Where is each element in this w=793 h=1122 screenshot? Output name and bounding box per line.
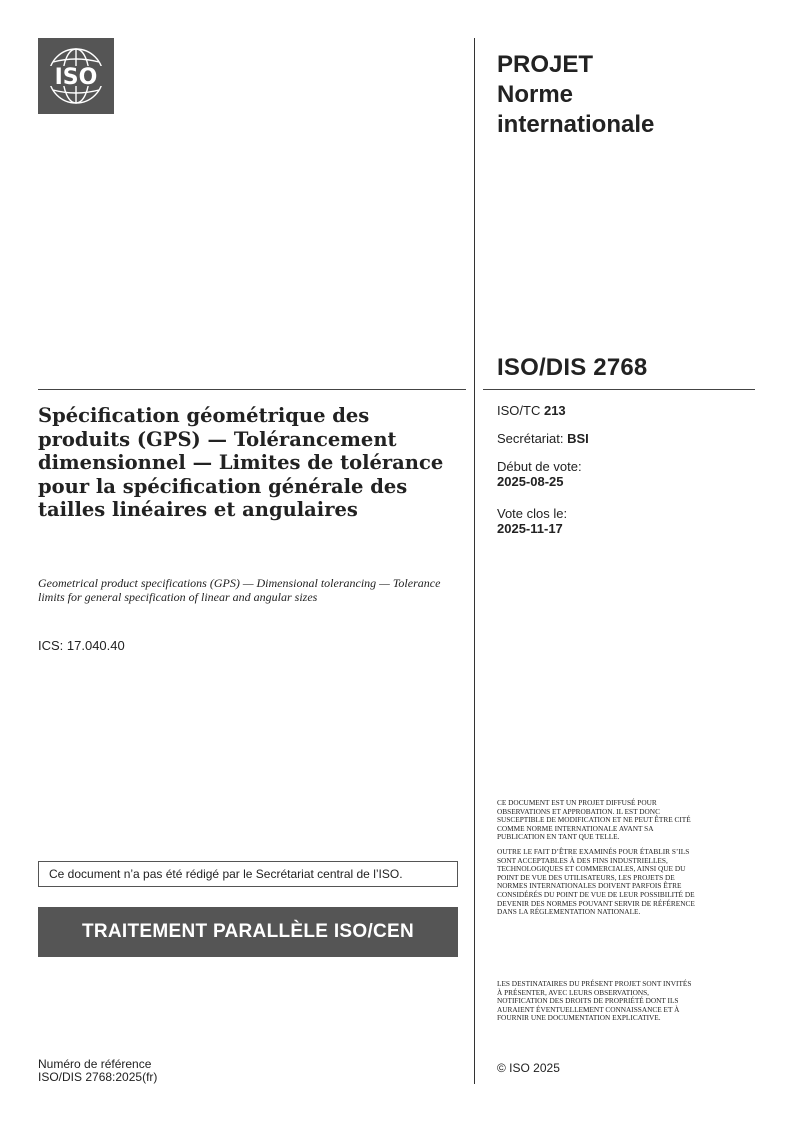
copyright-notice: © ISO 2025 xyxy=(497,1061,560,1075)
iso-logo xyxy=(38,38,114,114)
globe-icon xyxy=(38,38,114,114)
secretariat xyxy=(497,431,589,446)
status-line-1: PROJET xyxy=(497,51,594,78)
secretariat-value: BSI xyxy=(567,431,589,446)
secretariat-label: Secrétariat: xyxy=(497,431,564,446)
vertical-divider xyxy=(474,38,475,1084)
legal-paragraph-3: LES DESTINATAIRES DU PRÉSENT PROJET SONT INVITÉS À PRÉSENTER, AVEC LEURS OBSERVATIONS, NOTIFICATION DES DROITS DE PROPRIÉTÉ DONT ILS AURAIENT ÉVENTUELLEMENT CONNAISSANCE ET À FOURNIR UNE DOCUMENTATION EXPLICATIVE. xyxy=(497,979,692,1023)
vote-start-value: 2025-08-25 xyxy=(497,474,564,489)
status-line-3: internationale xyxy=(497,111,655,138)
reference-number xyxy=(38,1058,157,1084)
status-line-2: Norme xyxy=(497,81,574,108)
vote-end-value: 2025-11-17 xyxy=(497,521,563,536)
title-english: Geometrical product specifications (GPS) — Dimensional tolerancing — Tolerance limits for general specification of linear and angular sizes xyxy=(38,576,441,604)
secretariat-note: Ce document n’a pas été rédigé par le Secrétariat central de l’ISO. xyxy=(38,861,458,887)
legal-paragraph-2: OUTRE LE FAIT D’ÊTRE EXAMINÉS POUR ÉTABLIR S’ILS SONT ACCEPTABLES À DES FINS INDUSTRIELLES, TECHNOLOGIQUES ET COMMERCIALES, AINSI QUE DU POINT DE VUE DES UTILISATEURS, LES PROJETS DE NORMES INTERNATIONALES DOIVENT PARFOIS ÊTRE CONSIDÉRÉS DU POINT DE VUE DE LEUR POSSIBILITÉ DE DEVENIR DES NORMES POUVANT SERVIR DE RÉFÉRENCE DANS LA RÉGLEMENTATION NATIONALE. xyxy=(497,847,695,917)
vote-start-label: Début de vote: xyxy=(497,459,582,474)
reference-label: Numéro de référence xyxy=(38,1057,152,1071)
horizontal-divider-right xyxy=(483,389,755,390)
document-number: ISO/DIS 2768 xyxy=(497,354,648,381)
tc-value: 213 xyxy=(543,403,566,418)
parallel-processing-banner: TRAITEMENT PARALLÈLE ISO/CEN xyxy=(38,907,458,957)
reference-value: ISO/DIS 2768:2025(fr) xyxy=(38,1070,158,1084)
ics-code: ICS: 17.040.40 xyxy=(38,638,125,653)
horizontal-divider-left xyxy=(38,389,466,390)
tc-label: ISO/TC xyxy=(497,403,541,418)
technical-committee xyxy=(497,403,566,418)
title-french: Spécification géométrique des produits (GPS) — Tolérancement dimensionnel — Limites de tolérance pour la spécification générale des tailles linéaires et angulaires xyxy=(38,404,444,521)
legal-paragraph-1: CE DOCUMENT EST UN PROJET DIFFUSÉ POUR OBSERVATIONS ET APPROBATION. IL EST DONC SUSCEPTIBLE DE MODIFICATION ET NE PEUT ÊTRE CITÉ COMME NORME INTERNATIONALE AVANT SA PUBLICATION EN TANT QUE TELLE. xyxy=(497,798,691,842)
vote-start xyxy=(497,459,582,489)
document-status xyxy=(497,50,654,140)
vote-end-label: Vote clos le: xyxy=(497,506,568,521)
vote-end xyxy=(497,506,567,536)
logo-text: ISO xyxy=(54,65,98,90)
